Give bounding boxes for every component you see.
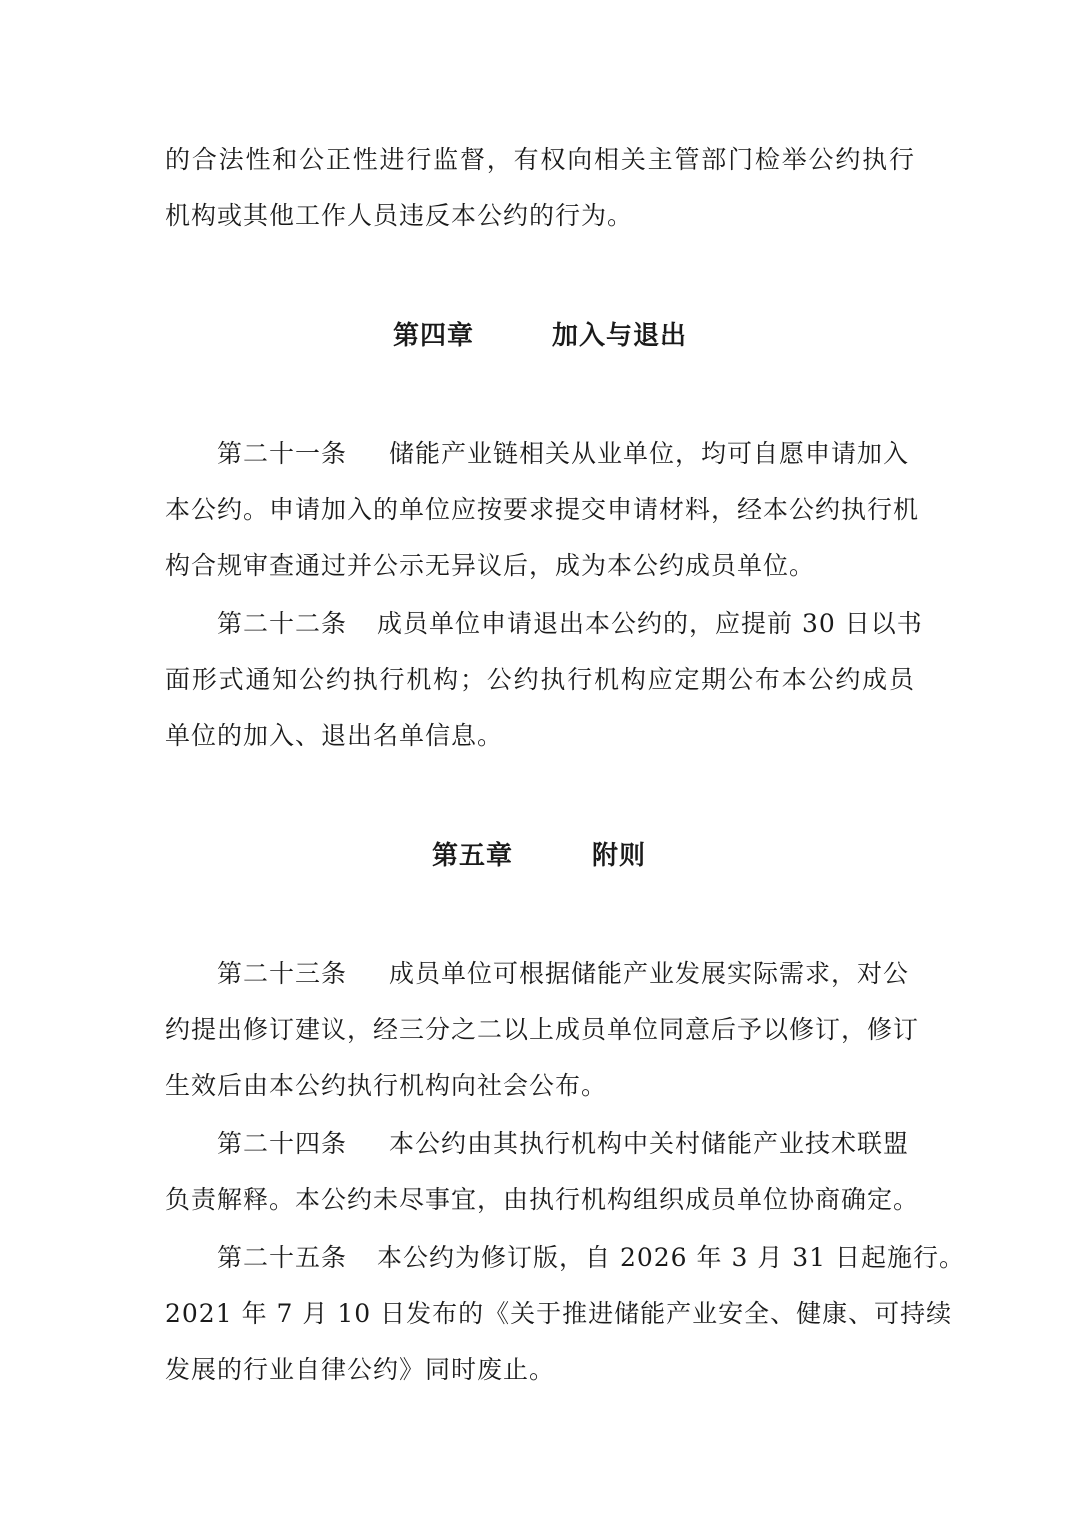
article-24-first-line bbox=[217, 1126, 915, 1162]
article-23-line-2: 约提出修订建议，经三分之二以上成员单位同意后予以修订，修订 bbox=[165, 1015, 920, 1044]
chapter-4-title: 加入与退出 bbox=[552, 321, 688, 351]
fragment-line-2: 机构或其他工作人员违反本公约的行为。 bbox=[165, 201, 634, 230]
article-21-first-line bbox=[217, 436, 915, 472]
article-22-first-line bbox=[217, 606, 923, 642]
article-23-line-3: 生效后由本公约执行机构向社会公布。 bbox=[165, 1071, 608, 1100]
article-21-text-1: 储能产业链相关从业单位，均可自愿申请加入 bbox=[389, 439, 910, 468]
article-22-label: 第二十二条 bbox=[217, 609, 348, 638]
article-22-line-3: 单位的加入、退出名单信息。 bbox=[165, 721, 504, 750]
article-22-line-2: 面形式通知公约执行机构；公约执行机构应定期公布本公约成员 bbox=[165, 665, 915, 694]
chapter-5-number: 第五章 bbox=[432, 841, 514, 871]
article-24-text-1: 本公约由其执行机构中关村储能产业技术联盟 bbox=[389, 1129, 910, 1158]
article-23-text-1: 成员单位可根据储能产业发展实际需求，对公 bbox=[389, 959, 910, 988]
fragment-line-1: 的合法性和公正性进行监督，有权向相关主管部门检举公约执行 bbox=[165, 145, 915, 174]
article-25-first-line bbox=[217, 1240, 966, 1276]
article-22-text-1: 成员单位申请退出本公约的，应提前 30 日以书 bbox=[377, 609, 923, 638]
article-25-text-1: 本公约为修订版，自 2026 年 3 月 31 日起施行。 bbox=[377, 1243, 966, 1272]
article-21-line-2: 本公约。申请加入的单位应按要求提交申请材料，经本公约执行机 bbox=[165, 495, 920, 524]
article-24-label: 第二十四条 bbox=[217, 1129, 348, 1158]
article-25-label: 第二十五条 bbox=[217, 1243, 348, 1272]
article-24-line-2: 负责解释。本公约未尽事宜，由执行机构组织成员单位协商确定。 bbox=[165, 1185, 920, 1214]
article-23-first-line bbox=[217, 956, 915, 992]
chapter-5-title: 附则 bbox=[592, 841, 647, 871]
article-21-line-3: 构合规审查通过并公示无异议后，成为本公约成员单位。 bbox=[165, 551, 816, 580]
chapter-4-number: 第四章 bbox=[393, 321, 475, 351]
article-25-line-2: 2021 年 7 月 10 日发布的《关于推进储能产业安全、健康、可持续 bbox=[165, 1299, 953, 1328]
article-25-line-3: 发展的行业自律公约》同时废止。 bbox=[165, 1355, 556, 1384]
article-23-label: 第二十三条 bbox=[217, 959, 348, 988]
article-21-label: 第二十一条 bbox=[217, 439, 348, 468]
